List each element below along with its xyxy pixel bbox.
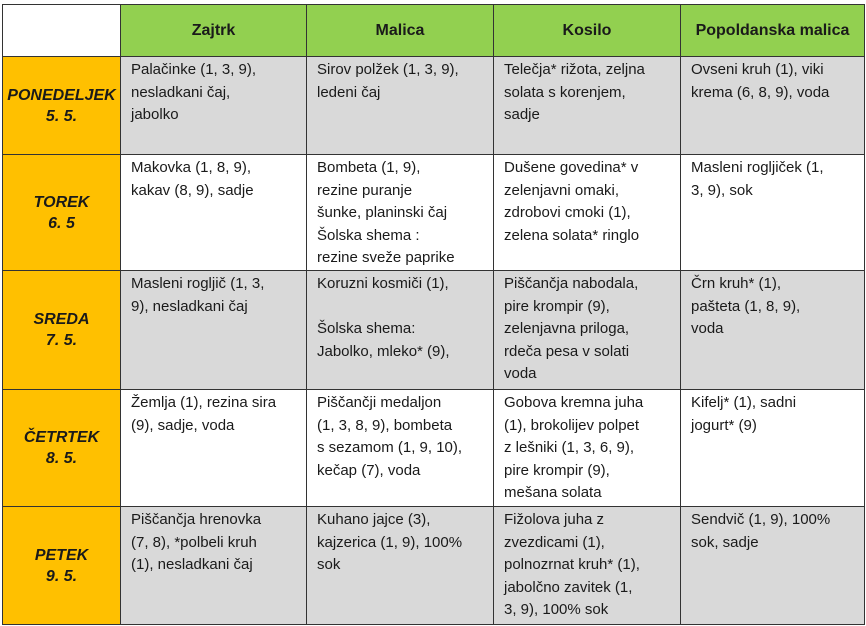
corner-cell <box>3 5 121 57</box>
day-name: ČETRTEK <box>23 429 100 446</box>
column-header-popoldanska-malica: Popoldanska malica <box>681 5 865 57</box>
meal-plan-table <box>2 4 865 625</box>
header-row <box>3 5 865 57</box>
malica-cell: Kuhano jajce (3), kajzerica (1, 9), 100% sok <box>307 507 494 625</box>
zajtrk-cell: Žemlja (1), rezina sira (9), sadje, voda <box>121 390 307 507</box>
zajtrk-cell: Makovka (1, 8, 9), kakav (8, 9), sadje <box>121 155 307 271</box>
day-cell <box>3 57 121 155</box>
table-row <box>3 155 865 271</box>
malica-cell: Piščančji medaljon (1, 3, 8, 9), bombeta s sezamom (1, 9, 10), kečap (7), voda <box>307 390 494 507</box>
day-cell <box>3 507 121 625</box>
day-date: 9. 5. <box>45 567 78 585</box>
day-name: TOREK <box>33 193 90 211</box>
day-name: PONEDELJEK <box>7 86 116 104</box>
kosilo-cell: Piščančja nabodala, pire krompir (9), zelenjavna priloga, rdeča pesa v solati voda <box>494 271 681 390</box>
column-header-malica: Malica <box>307 5 494 57</box>
day-cell <box>3 155 121 271</box>
day-cell <box>3 390 121 507</box>
malica-cell: Sirov polžek (1, 3, 9), ledeni čaj <box>307 57 494 155</box>
column-header-zajtrk: Zajtrk <box>121 5 307 57</box>
kosilo-cell: Dušene govedina* v zelenjavni omaki, zdrobovi cmoki (1), zelena solata* ringlo <box>494 155 681 271</box>
kosilo-cell: Gobova kremna juha (1), brokolijev polpet z lešniki (1, 3, 6, 9), pire krompir (9), mešana solata <box>494 390 681 507</box>
column-header-kosilo: Kosilo <box>494 5 681 57</box>
day-name: PETEK <box>34 546 89 564</box>
day-date: 8. 5. <box>45 450 78 467</box>
day-cell <box>3 271 121 390</box>
popoldanska-malica-cell: Ovseni kruh (1), viki krema (6, 8, 9), voda <box>681 57 865 155</box>
zajtrk-cell: Masleni rogljič (1, 3, 9), nesladkani čaj <box>121 271 307 390</box>
table-row <box>3 271 865 390</box>
popoldanska-malica-cell: Sendvič (1, 9), 100% sok, sadje <box>681 507 865 625</box>
day-name: SREDA <box>33 311 90 328</box>
table-row <box>3 57 865 155</box>
table-row <box>3 507 865 625</box>
malica-cell: Bombeta (1, 9), rezine puranje šunke, planinski čaj Šolska shema : rezine sveže paprike <box>307 155 494 271</box>
zajtrk-cell: Palačinke (1, 3, 9), nesladkani čaj, jabolko <box>121 57 307 155</box>
popoldanska-malica-cell: Črn kruh* (1), pašteta (1, 8, 9), voda <box>681 271 865 390</box>
day-date: 7. 5. <box>45 332 78 349</box>
kosilo-cell: Fižolova juha z zvezdicami (1), polnozrnat kruh* (1), jabolčno zavitek (1, 3, 9), 100% sok <box>494 507 681 625</box>
popoldanska-malica-cell: Kifelj* (1), sadni jogurt* (9) <box>681 390 865 507</box>
day-date: 6. 5 <box>48 214 75 232</box>
zajtrk-cell: Piščančja hrenovka (7, 8), *polbeli kruh (1), nesladkani čaj <box>121 507 307 625</box>
table-row <box>3 390 865 507</box>
malica-cell: Koruzni kosmiči (1), Šolska shema: Jabolko, mleko* (9), <box>307 271 494 390</box>
kosilo-cell: Telečja* rižota, zeljna solata s korenjem, sadje <box>494 57 681 155</box>
day-date: 5. 5. <box>45 107 78 125</box>
popoldanska-malica-cell: Masleni rogljiček (1, 3, 9), sok <box>681 155 865 271</box>
